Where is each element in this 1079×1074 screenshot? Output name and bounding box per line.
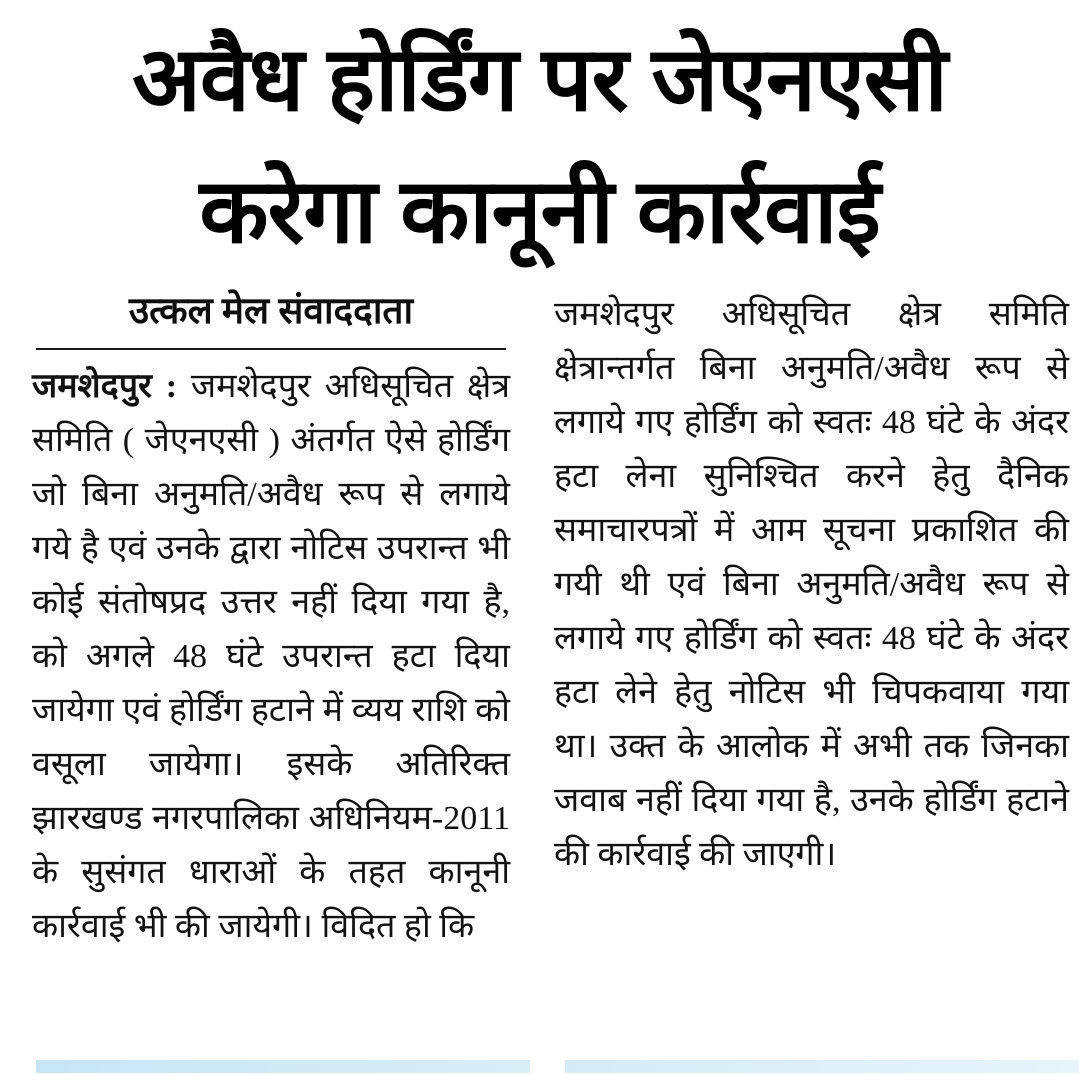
right-column-paragraph: जमशेदपुर अधिसूचित क्षेत्र समिति क्षेत्रान्तर्गत बिना अनुमति/अवैध रूप से लगाये गए होर्डिंग को स्वतः 48 घंटे के अंदर हटा लेना सुनिश्चित करने हेतु दैनिक समाचारपत्रों में आम सूचना प्रकाशित की गयी थी एवं बिना अनुमति/अवैध रूप से लगाये गए होर्डिंग को स्वतः 48 घंटे के अंदर हटा लेने हेतु नोटिस भी चिपकवाया गया था। उक्त के आलोक में अभी तक जिनका जवाब नहीं दिया गया है, उनके होर्डिंग हटाने की कार्रवाई की जाएगी। <box>554 296 1069 873</box>
right-column <box>554 288 1069 882</box>
byline: उत्कल मेल संवाददाता <box>36 288 506 350</box>
left-column <box>32 288 510 954</box>
left-column-paragraph <box>32 360 510 954</box>
article-body <box>0 278 1079 954</box>
left-column-text: जमशेदपुर अधिसूचित क्षेत्र समिति ( जेएनएसी ) अंतर्गत ऐसे होर्डिंग जो बिना अनुमति/अवैध रूप से लगाये गये है एवं उनके द्वारा नोटिस उपरान्त भी कोई संतोषप्रद उत्तर नहीं दिया गया है, को अगले 48 घंटे उपरान्त हटा दिया जायेगा एवं होर्डिंग हटाने में व्यय राशि को वसूला जायेगा। इसके अतिरिक्त झारखण्ड नगरपालिका अधिनियम-2011 के सुसंगत धाराओं के तहत कानूनी कार्रवाई भी की जायेगी। विदित हो कि <box>32 368 511 945</box>
next-article-band-right <box>565 1060 1079 1073</box>
dateline: जमशेदपुर : <box>32 368 178 405</box>
headline-line-1: अवैध होर्डिंग पर जेएनएसी <box>132 30 947 130</box>
next-article-band-left <box>36 1060 530 1073</box>
headline-line-2: करेगा कानूनी कार्रवाई <box>199 162 880 262</box>
article-headline <box>0 0 1079 278</box>
